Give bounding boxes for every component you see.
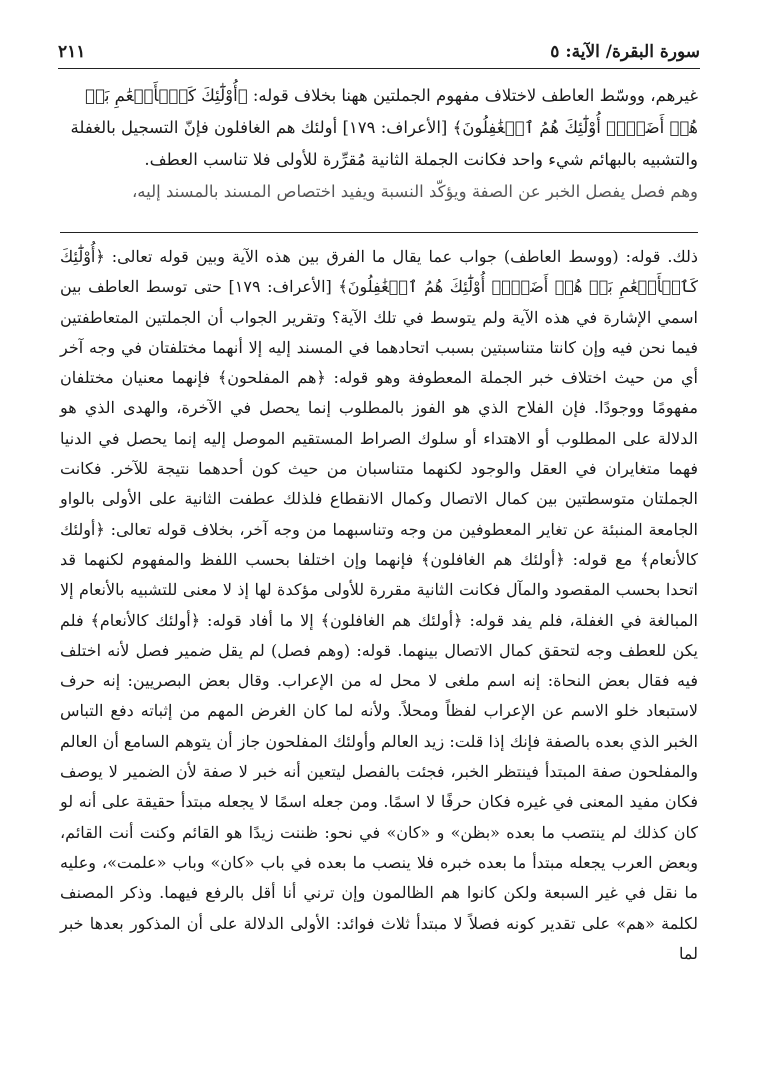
main-text-line: وهم فصل يفصل الخبر عن الصفة ويؤكّد النسبة ويفيد اختصاص المسند بالمسند إليه، xyxy=(131,182,698,201)
main-text-line: والتشبيه بالبهائم شيء واحد فكانت الجملة الثانية مُقرِّرة للأولى فلا تناسب العطف. xyxy=(144,150,698,169)
commentary-paragraph: ذلك. قوله: (ووسط العاطف) جواب عما يقال ما الفرق بين هذه الآية وبين قوله تعالى: ﴿أُوْلَٰٓئِكَ كَٱلۡأَنۡعَٰمِ بَلۡ هُمۡ أَضَلُّۚ أُوْلَٰٓئِكَ هُمُ ٱلۡغَٰفِلُونَ﴾ [الأعراف: ١٧٩] حتى توسط العاطف بين اسمي الإشارة في هذه الآية ولم يتوسط في تلك الآية؟ وتقرير الجواب أن الجملتين المتعاطفتين فيما نحن فيه وإن كانتا متناسبتين بسبب اتحادهما في المسند إليه إلا أنهما مختلفتان في وجه آخر أي من حيث اختلاف خبر الجملة المعطوفة وهو قوله: ﴿هم المفلحون﴾ فإنهما معنيان مختلفان مفهومًا ووجودًا. فإن الفلاح الذي هو الفوز بالمطلوب إنما يحصل في الآخرة، والهدى الذي هو الدلالة على المطلوب أو الاهتداء أو سلوك الصراط المستقيم الموصل إليه إنما يحصل في الدنيا فهما متغايران في العقل والوجود لكنهما متناسبان من حيث كون أحدهما نتيجة للآخر. فكانت الجملتان متوسطتين بين كمال الاتصال وكمال الانقطاع فلذلك عطفت الثانية على الأولى بالواو الجامعة المنبئة عن تغاير المعطوفين من وجه وتناسبهما من وجه آخر، بخلاف قوله تعالى: ﴿أولئك كالأنعام﴾ مع قوله: ﴿أولئك هم الغافلون﴾ فإنهما وإن اختلفا بحسب اللفظ والمفهوم لكنهما قد اتحدا بحسب المقصود والمآل فكانت الثانية مقررة للأولى مؤكدة لها إذ لا معنى للتشبيه بالأنعام إلا المبالغة في الغفلة، فلم يفد قوله: ﴿أولئك هم الغافلون﴾ إلا ما أفاد قوله: ﴿أولئك كالأنعام﴾ فلم يكن للعطف وجه لتحقق كمال الاتصال بينهما. قوله: (وهم فصل) لم يقل ضمير فصل لأنه اختلف فيه فقال بعض النحاة: إنه اسم ملغى لا محل له من الإعراب. وقال بعض البصريين: إنه حرف لاستبعاد خلو الاسم عن الإعراب لفظاً ومحلاً. ولأنه لما كان الغرض المهم من إثباته دفع التباس الخبر الذي بعده بالصفة فإنك إذا قلت: زيد العالم وأولئك المفلحون جاز أن يتوهم السامع أن العالم والمفلحون صفة المبتدأ فينتظر الخبر، فجئت بالفصل ليتعين أنه خبر لا صفة لأن الضمير لا يوصف فكان مفيد المعنى في غيره فكان حرفًا لا اسمًا. ومن جعله اسمًا لا يجعله مبتدأ حقيقة على أنه لو كان كذلك لم ينتصب ما بعده «بظن» و «كان» في نحو: ظننت زيدًا هو القائم وكنت أنت القائم، وبعض العرب يجعله مبتدأ ما بعده خبره فلا ينصب ما بعده في باب «كان» وباب «علمت»، وعليه ما نقل في غير السبعة ولكن كانوا هم الظالمون وإن ترني أنا أقل بالرفع فيهما. وذكر المصنف لكلمة «هم» على تقدير كونه فصلاً لا مبتدأ ثلاث فوائد: الأولى الدلالة على أن المذكور بعدها خبر لما xyxy=(60,247,699,963)
main-text-line: غيرهم، ووسّط العاطف لاختلاف مفهوم الجملتين ههنا بخلاف قوله: ﴿أُوْلَٰٓئِكَ كَٱلۡأَنۡعَٰمِ بَلۡ xyxy=(85,86,698,105)
surah-title: سورة البقرة/ الآية: ٥ xyxy=(550,42,700,62)
main-text-line: هُمۡ أَضَلُّۚ أُوْلَٰٓئِكَ هُمُ ٱلۡغَٰفِلُونَ﴾ [الأعراف: ١٧٩] أولئك هم الغافلون فإنّ التسجيل بالغفلة xyxy=(70,118,698,137)
main-text xyxy=(60,80,698,208)
section-divider xyxy=(60,232,698,233)
page-header xyxy=(58,36,700,69)
page-number: ٢١١ xyxy=(58,42,86,62)
commentary-text xyxy=(60,242,698,969)
